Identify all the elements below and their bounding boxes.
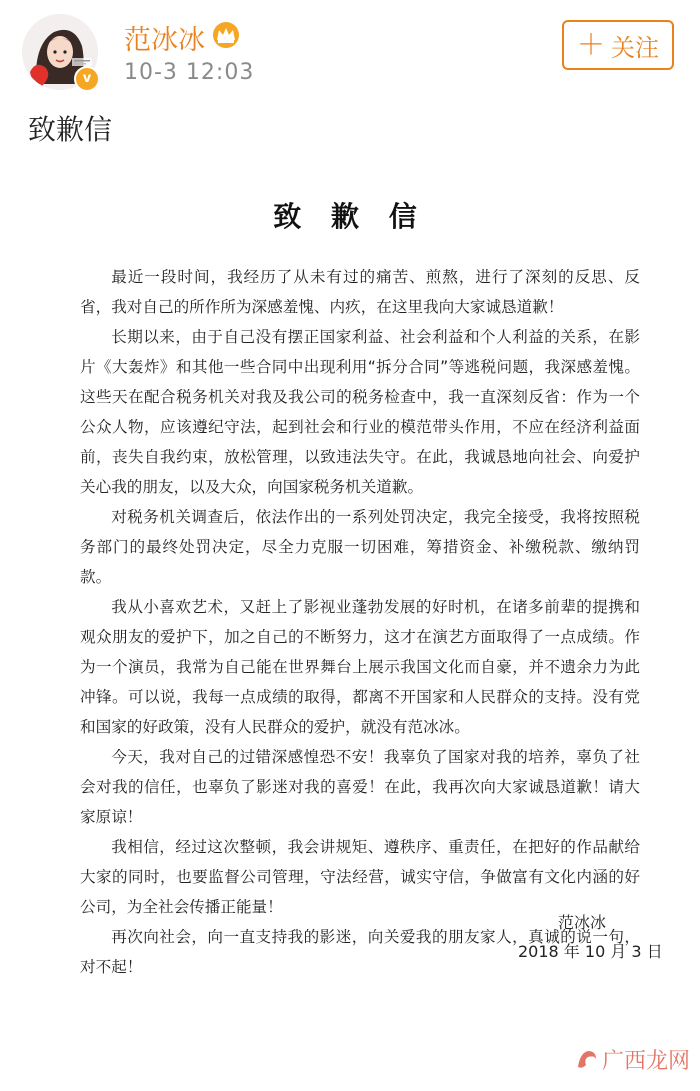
letter-title: 致 歉 信 (273, 200, 427, 233)
watermark-text: 广西龙网 (601, 1049, 690, 1074)
post-text: 致歉信 (28, 113, 113, 146)
letter-paragraph: 长期以来，由于自己没有摆正国家利益、社会利益和个人利益的关系，在影片《大轰炸》和其他一些合同中出现利用“拆分合同”等逃税问题，我深感羞愧。这些天在配合税务机关对我及我公司的税务检查中，我一直深刻反省：作为一个公众人物，应该遵纪守法，起到社会和行业的模范带头作用，不应在经济利益面前，丧失自我约束，放松管理，以致违法失守。在此，我诚恳地向社会、向爱护关心我的朋友，以及大众，向国家税务机关道歉。 (80, 328, 640, 496)
letter-body (80, 262, 640, 982)
letter-paragraph: 再次向社会，向一直支持我的影迷，向关爱我的朋友家人，真诚的说一句，对不起！ (80, 928, 640, 976)
watermark (574, 1044, 690, 1075)
letter-paragraph: 我相信，经过这次整顿，我会讲规矩、遵秩序、重责任，在把好的作品献给大家的同时，也要监督公司管理，守法经营，诚实守信，争做富有文化内涵的好公司，为全社会传播正能量！ (80, 838, 640, 916)
verified-badge-icon: v (74, 66, 100, 92)
crown-icon[interactable] (210, 20, 242, 48)
letter-paragraph: 对税务机关调查后，依法作出的一系列处罚决定，我完全接受，我将按照税务部门的最终处罚决定，尽全力克服一切困难，筹措资金、补缴税款、缴纳罚款。 (80, 508, 640, 586)
follow-label: 关注 (611, 33, 659, 62)
letter-paragraph: 今天，我对自己的过错深感惶恐不安！我辜负了国家对我的培养，辜负了社会对我的信任，也辜负了影迷对我的喜爱！在此，我再次向大家诚恳道歉！请大家原谅！ (80, 748, 640, 826)
letter-date: 2018 年 10 月 3 日 (518, 942, 663, 961)
letter-paragraph: 我从小喜欢艺术，又赶上了影视业蓬勃发展的好时机，在诸多前辈的提携和观众朋友的爱护下，加之自己的不断努力，这才在演艺方面取得了一点成绩。作为一个演员，我常为自己能在世界舞台上展示我国文化而自豪，并不遗余力为此冲锋。可以说，我每一点成绩的取得，都离不开国家和人民群众的支持。没有党和国家的好政策，没有人民群众的爱护，就没有范冰冰。 (80, 598, 640, 736)
letter-signature: 范冰冰 (558, 913, 607, 932)
follow-button[interactable] (562, 20, 674, 70)
post-header (0, 0, 700, 100)
post-timestamp: 10-3 12:03 (124, 60, 255, 85)
plus-icon: ＋ (576, 28, 605, 61)
watermark-logo-icon (574, 1047, 600, 1073)
username[interactable]: 范冰冰 (124, 25, 205, 56)
letter-paragraph: 最近一段时间，我经历了从未有过的痛苦、煎熬，进行了深刻的反思、反省，我对自己的所作所为深感羞愧、内疚，在这里我向大家诚恳道歉！ (80, 268, 640, 316)
